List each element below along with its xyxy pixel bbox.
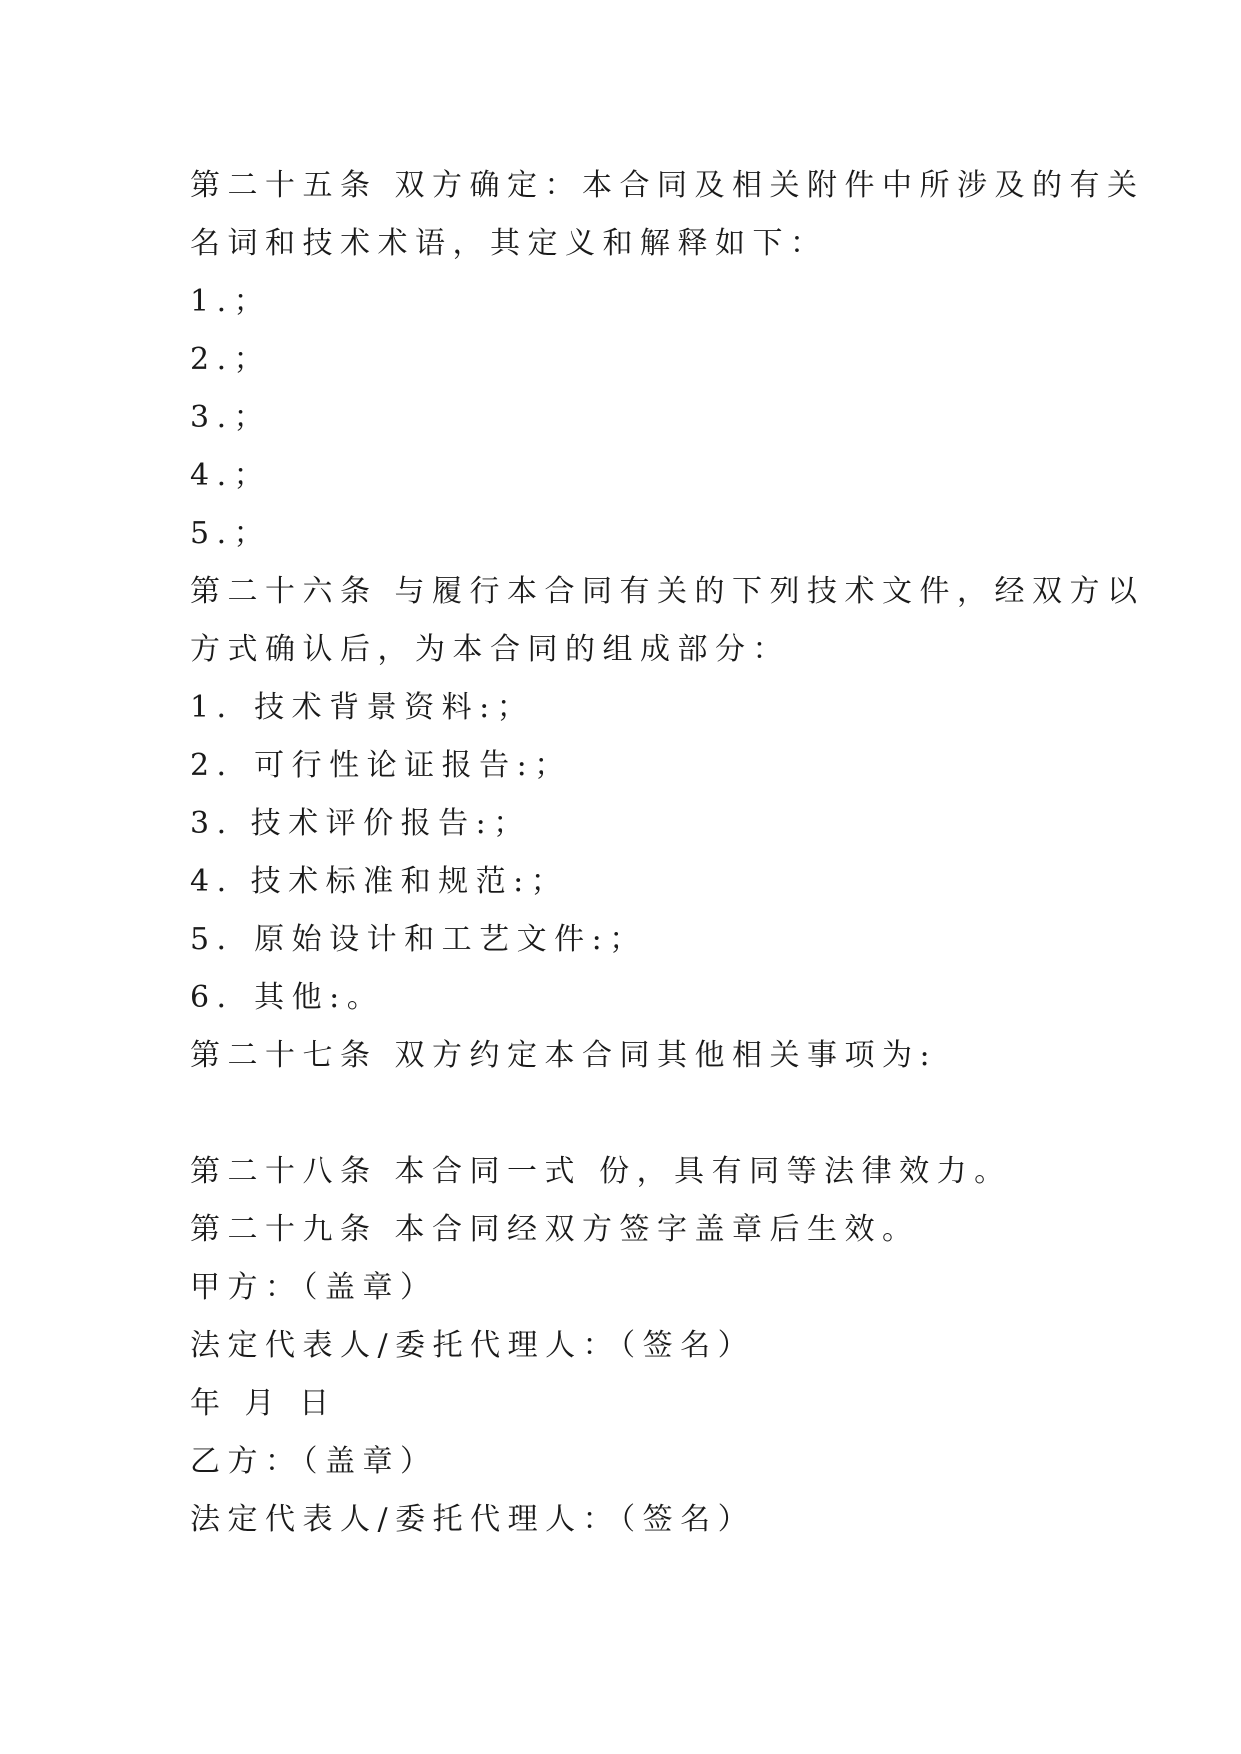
tech-doc-item-6: 6．其他:。	[190, 980, 385, 1015]
definition-item-5: 5.；	[190, 516, 272, 551]
party-b-seal: 乙方：（盖章）	[190, 1444, 438, 1479]
tech-doc-item-5: 5．原始设计和工艺文件:；	[190, 922, 647, 957]
article-29: 第二十九条 本合同经双方签字盖章后生效。	[190, 1212, 920, 1247]
tech-doc-item-3: 3. 技术评价报告:；	[190, 806, 531, 841]
tech-doc-item-1: 1．技术背景资料:；	[190, 690, 535, 725]
tech-doc-item-4: 4. 技术标准和规范:；	[190, 864, 569, 899]
party-b-representative: 法定代表人/委托代理人：（签名）	[190, 1502, 756, 1537]
definition-item-4: 4.；	[190, 458, 272, 493]
tech-doc-item-2: 2．可行性论证报告:；	[190, 748, 572, 783]
definition-item-2: 2.；	[190, 342, 272, 377]
article-27: 第二十七条 双方约定本合同其他相关事项为:	[190, 1038, 938, 1073]
party-a-representative: 法定代表人/委托代理人：（签名）	[190, 1328, 756, 1363]
signature-date: 年 月 日	[190, 1386, 337, 1421]
article-26-line-2: 方式确认后，为本合同的组成部分：	[190, 632, 790, 667]
blank-line	[190, 1085, 1060, 1143]
article-28: 第二十八条 本合同一式 份，具有同等法律效力。	[190, 1154, 1012, 1189]
article-25-line-2: 名词和技术术语，其定义和解释如下：	[190, 226, 828, 261]
definition-item-1: 1.；	[190, 284, 272, 319]
article-25-line-1: 第二十五条 双方确定：本合同及相关附件中所涉及的有关	[190, 168, 1145, 203]
party-a-seal: 甲方：（盖章）	[190, 1270, 438, 1305]
article-26-line-1: 第二十六条 与履行本合同有关的下列技术文件，经双方以	[190, 574, 1145, 609]
document-body	[190, 157, 1145, 1549]
definition-item-3: 3.；	[190, 400, 272, 435]
